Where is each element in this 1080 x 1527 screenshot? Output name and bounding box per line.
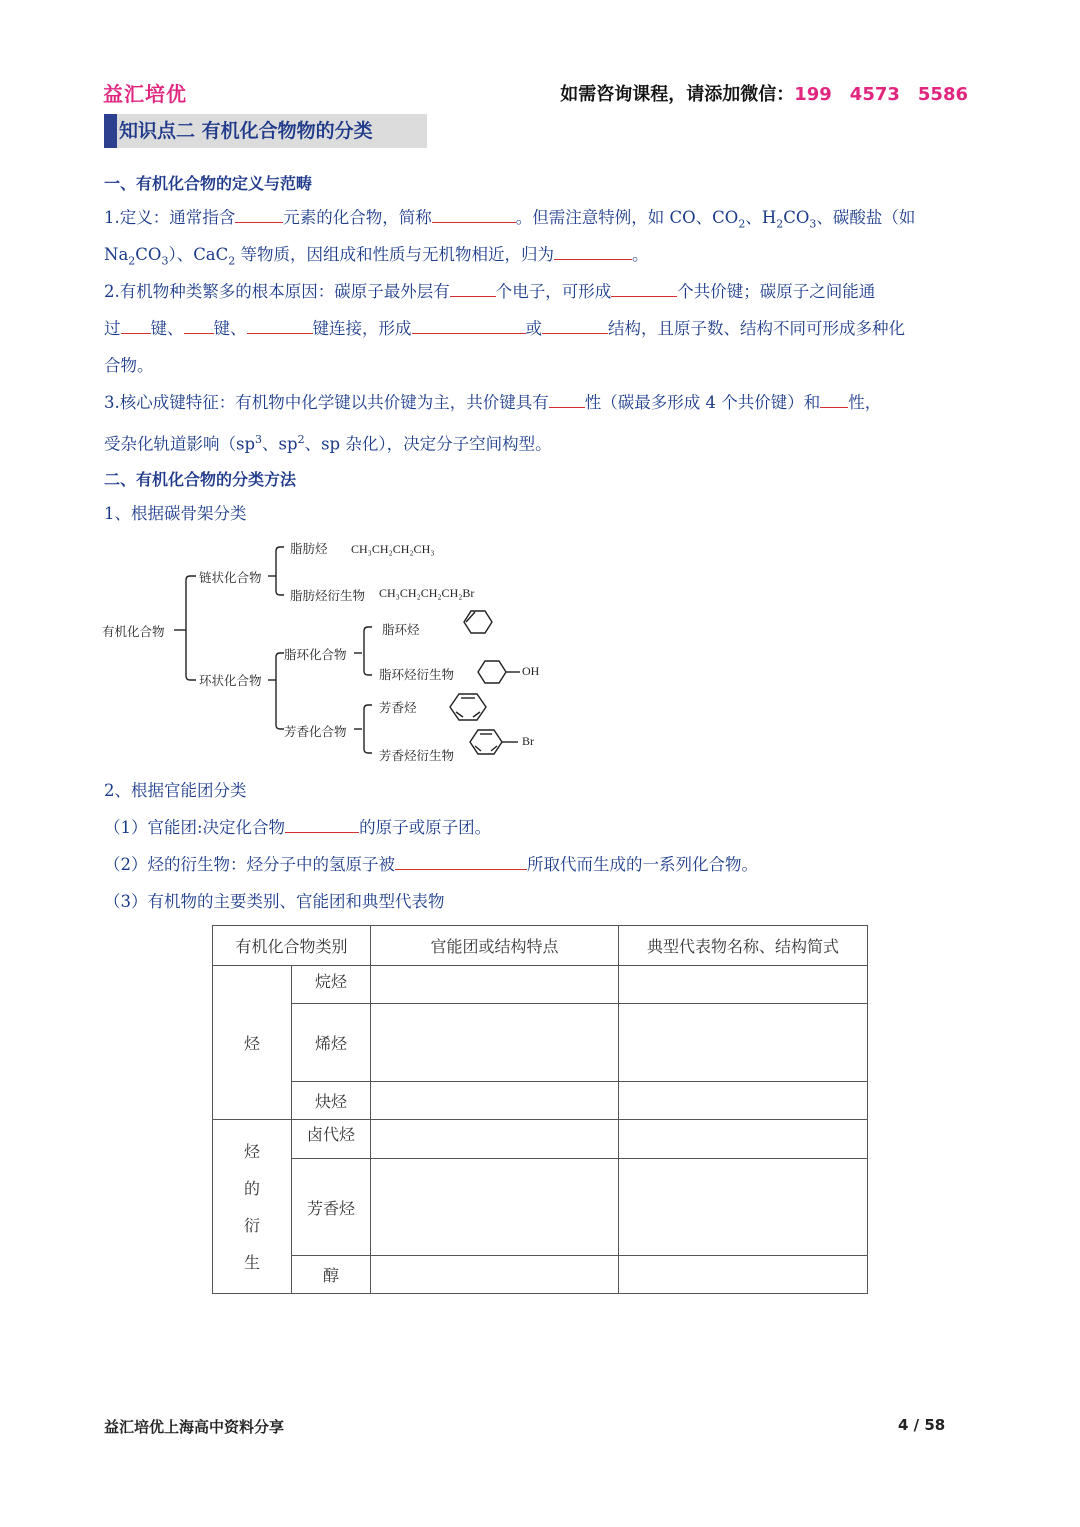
tree-oh-label: OH [522,664,540,678]
tree-aromatic-deriv-label: 芳香烃衍生物 [379,748,455,763]
row-label: 炔烃 [292,1082,371,1120]
tree-alicyclic-deriv-label: 脂环烃衍生物 [379,667,455,682]
subsection-functional-group: 2、根据官能团分类 [104,781,247,800]
table-row [213,1120,868,1159]
wechat-number: 199 4573 5586 [794,84,968,105]
part1-heading: 一、有机化合物的定义与范畴 [104,174,313,193]
tree-aliphatic-deriv-formula: CH₃CH₂CH₂CH₂Br [379,586,475,600]
table-row [213,1082,868,1120]
paragraph-definition-line1: 1.定义：通常指含 元素的化合物，简称 。但需注意特例，如 CO、$CO_2$、$H_2CO_3$、碳酸盐（如 [104,208,916,231]
blank[interactable] [611,282,677,297]
blank[interactable] [395,855,527,870]
answer-cell[interactable] [371,1256,619,1294]
paragraph-reason-line2: 过 键、 键、 键连接，形成 或 结构，且原子数、结构不同可形成多种化 [104,319,905,338]
question-1: （1）官能团:决定化合物 的原子或原子团。 [104,818,492,837]
answer-cell[interactable] [619,1159,868,1256]
tree-aliphatic-formula: CH₃CH₂CH₂CH₃ [351,542,435,556]
table-row [213,1004,868,1082]
blank[interactable] [285,818,359,833]
subsection-carbon-skeleton: 1、根据碳骨架分类 [104,504,247,523]
page-number: 4 / 58 [898,1416,946,1434]
tree-aromatic-label: 芳香烃 [379,700,417,715]
blank[interactable] [549,393,585,408]
paragraph-reason-line3: 合物。 [104,356,154,375]
row-label: 烯烃 [292,1004,371,1082]
tree-root-label: 有机化合物 [102,624,165,639]
answer-cell[interactable] [619,1256,868,1294]
part2-heading: 二、有机化合物的分类方法 [104,470,297,489]
row-label: 烷烃 [292,966,371,1004]
blank[interactable] [247,319,313,334]
blank[interactable] [554,245,632,260]
classification-table [212,925,868,1294]
answer-cell[interactable] [371,1082,619,1120]
paragraph-bonding-line1: 3.核心成键特征：有机物中化学键以共价键为主，共价键具有 性（碳最多形成 4 个共价键）和 性， [104,393,882,412]
group-hydrocarbon-derivative: 烃 的 衍 生 [213,1120,292,1294]
group-hydrocarbon: 烃 [213,966,292,1120]
answer-cell[interactable] [619,1004,868,1082]
blank[interactable] [450,282,496,297]
footer-source: 益汇培优上海高中资料分享 [104,1418,285,1436]
paragraph-reason-line1: 2.有机物种类繁多的根本原因：碳原子最外层有 个电子，可形成 个共价键；碳原子之间能通 [104,282,876,301]
header-functional-group: 官能团或结构特点 [371,926,619,966]
answer-cell[interactable] [371,966,619,1004]
tree-chain-label: 链状化合物 [199,570,262,585]
blank[interactable] [432,208,516,223]
answer-cell[interactable] [619,966,868,1004]
blank[interactable] [820,393,848,408]
blank[interactable] [412,319,526,334]
blank[interactable] [235,208,283,223]
row-label: 芳香烃 [292,1159,371,1256]
tree-aliphatic-label: 脂肪烃 [290,541,328,556]
tree-alicyclic-comp-label: 脂环化合物 [284,647,347,662]
blank[interactable] [121,319,151,334]
blank[interactable] [542,319,608,334]
section-title: 知识点二 有机化合物物的分类 [104,114,427,148]
question-2: （2）烃的衍生物：烃分子中的氢原子被 所取代而生成的一系列化合物。 [104,855,758,874]
table-row [213,1159,868,1256]
tree-alicyclic-label: 脂环烃 [382,622,420,637]
tree-aliphatic-deriv-label: 脂肪烃衍生物 [290,588,366,603]
answer-cell[interactable] [371,1120,619,1159]
question-3: （3）有机物的主要类别、官能团和典型代表物 [104,892,445,911]
row-label: 卤代烃 [292,1120,371,1159]
table-header-row [213,926,868,966]
answer-cell[interactable] [371,1004,619,1082]
answer-cell[interactable] [619,1082,868,1120]
tree-ring-label: 环状化合物 [199,673,262,688]
answer-cell[interactable] [619,1120,868,1159]
header-representative: 典型代表物名称、结构简式 [619,926,868,966]
blank[interactable] [184,319,214,334]
table-row [213,1256,868,1294]
tree-aromatic-comp-label: 芳香化合物 [284,724,347,739]
paragraph-definition-line2: $Na_2CO_3$）、CaC$_2$ 等物质，因组成和性质与无机物相近，归为 。 [104,245,649,268]
brand-logo-text: 益汇培优 [103,82,187,106]
answer-cell[interactable] [371,1159,619,1256]
contact-label: 如需咨询课程，请添加微信： [560,84,795,105]
paragraph-bonding-line2: 受杂化轨道影响（$sp^3$、$sp^2$、sp 杂化），决定分子空间构型。 [104,433,552,454]
table-row [213,966,868,1004]
header-category: 有机化合物类别 [213,926,371,966]
contact-info [560,80,968,106]
tree-br-label: Br [522,734,534,748]
row-label: 醇 [292,1256,371,1294]
